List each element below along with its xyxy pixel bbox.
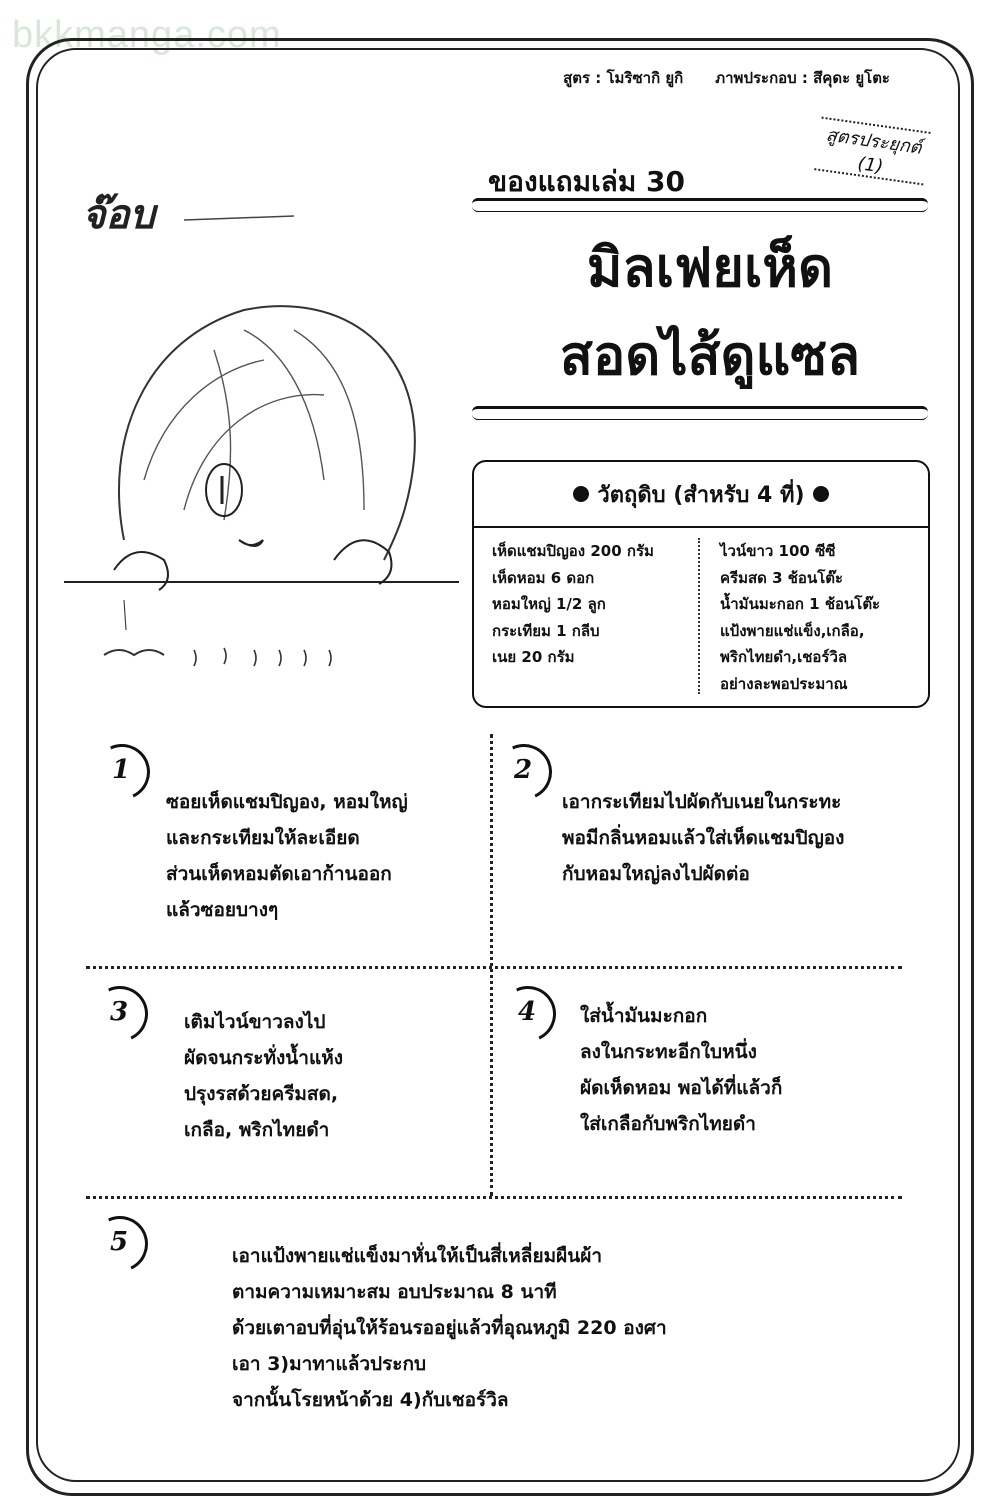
step-line: ด้วยเตาอบที่อุ่นให้ร้อนรออยู่แล้วที่อุณหภูมิ 220 องศา	[232, 1317, 667, 1339]
ingredient-item: ไวน์ขาว 100 ซีซี	[720, 542, 836, 560]
step-3-text	[184, 1004, 343, 1148]
step-5-text	[232, 1238, 667, 1418]
ingredient-item: หอมใหญ่ 1/2 ลูก	[492, 595, 606, 613]
step-line: เอากระเทียมไปผัดกับเนยในกระทะ	[562, 791, 842, 813]
steps-divider-2	[86, 1196, 902, 1199]
step-line: ตามความเหมาะสม อบประมาณ 8 นาที	[232, 1281, 557, 1303]
step-3-number: 3	[96, 990, 142, 1036]
bullet-dot-icon	[573, 486, 589, 502]
step-2-text	[562, 784, 844, 892]
ingredients-box	[472, 460, 930, 708]
step-2-number: 2	[500, 748, 546, 794]
sfx-text: จ๊อบ	[82, 192, 155, 238]
step-4-text	[580, 998, 782, 1142]
story-credit: สูตร : โมริซากิ ยูกิ	[563, 69, 684, 87]
ingredient-item: แป้งพายแช่แข็ง,เกลือ,	[720, 621, 865, 640]
title-line-1: มิลเฟยเห็ด	[586, 236, 834, 299]
title-rule-bottom	[472, 406, 928, 420]
ingredient-item: เนย 20 กรัม	[492, 648, 575, 666]
ingredient-item: เห็ดหอม 6 ดอก	[492, 568, 595, 587]
step-line: และกระเทียมให้ละเอียด	[166, 827, 360, 849]
step-line: เอาแป้งพายแช่แข็งมาหั่นให้เป็นสี่เหลี่ยมผืนผ้า	[232, 1245, 603, 1267]
watermark: bkkmanga.com	[12, 14, 282, 56]
title-rule-top	[472, 198, 928, 212]
step-line: ปรุงรสด้วยครีมสด,	[184, 1083, 339, 1105]
credits	[563, 66, 890, 90]
ingredient-item: น้ำมันมะกอก 1 ช้อนโต๊ะ	[720, 595, 881, 613]
illustration-credit: ภาพประกอบ : สึคุดะ ยูโตะ	[715, 69, 890, 87]
ingredients-right-column	[698, 538, 880, 694]
step-1-text	[166, 784, 408, 928]
step-line: ใส่น้ำมันมะกอก	[580, 1005, 708, 1027]
step-line: ใส่เกลือกับพริกไทยดำ	[580, 1113, 756, 1135]
steps-divider-1	[86, 966, 902, 969]
step-1-number: 1	[98, 748, 144, 794]
ingredient-item: กระเทียม 1 กลีบ	[492, 621, 600, 640]
step-line: เกลือ, พริกไทยดำ	[184, 1119, 330, 1141]
ingredient-item: เห็ดแชมปิญอง 200 กรัม	[492, 542, 654, 560]
ingredient-item: ครีมสด 3 ช้อนโต๊ะ	[720, 568, 844, 587]
ingredient-item: อย่างละพอประมาณ	[720, 674, 848, 693]
steps-vertical-divider	[490, 734, 493, 1196]
ingredients-left-column	[474, 538, 698, 694]
step-line: แล้วซอยบางๆ	[166, 899, 279, 921]
step-5-number: 5	[96, 1220, 142, 1266]
character-illustration	[64, 180, 464, 700]
step-4-number: 4	[504, 990, 550, 1036]
title-line-2: สอดไส้ดูแซล	[559, 324, 861, 387]
step-line: ส่วนเห็ดหอมตัดเอาก้านออก	[166, 863, 392, 885]
issue-label: ของแถมเล่ม 30	[488, 165, 685, 198]
step-line: จากนั้นโรยหน้าด้วย 4)กับเชอร์วิล	[232, 1389, 509, 1411]
recipe-title	[500, 224, 920, 400]
step-line: เติมไวน์ขาวลงไป	[184, 1011, 326, 1033]
step-line: เอา 3)มาทาแล้วประกบ	[232, 1353, 427, 1375]
ingredients-heading-text: วัตถุดิบ (สำหรับ 4 ที่)	[597, 482, 805, 508]
stamp-line1: สูตรประยุกต์	[824, 124, 923, 159]
ingredients-heading	[474, 462, 928, 528]
step-line: พอมีกลิ่นหอมแล้วใส่เห็ดแชมปิญอง	[562, 827, 845, 849]
stamp-line2: (1)	[856, 153, 885, 178]
step-line: ผัดจนกระทั่งน้ำแห้ง	[184, 1047, 344, 1069]
step-line: กับหอมใหญ่ลงไปผัดต่อ	[562, 863, 750, 885]
bullet-dot-icon	[813, 486, 829, 502]
ingredient-item: พริกไทยดำ,เชอร์วิล	[720, 648, 848, 666]
step-line: ผัดเห็ดหอม พอได้ที่แล้วก็	[580, 1077, 783, 1099]
step-line: ซอยเห็ดแชมปิญอง, หอมใหญ่	[166, 791, 408, 813]
step-line: ลงในกระทะอีกใบหนึ่ง	[580, 1041, 757, 1063]
